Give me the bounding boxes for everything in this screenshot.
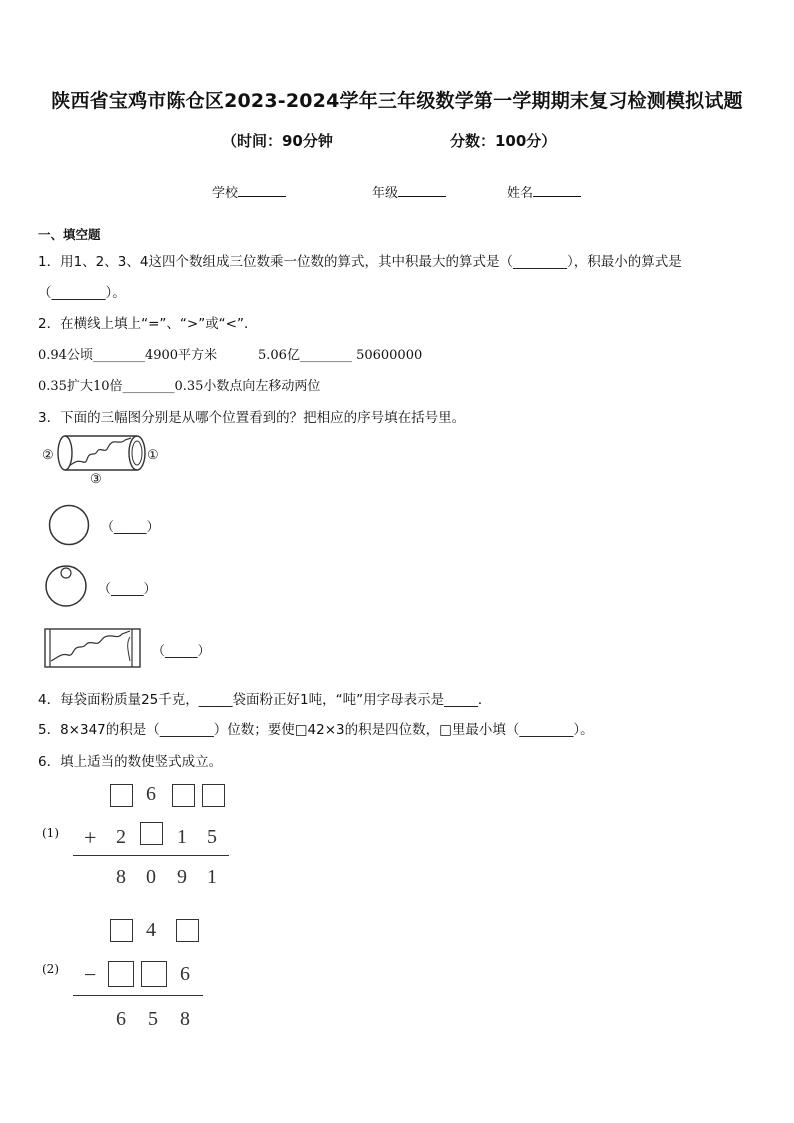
puzzle2-digit-r2c3: 6 bbox=[180, 963, 190, 985]
view-label-left: ② bbox=[42, 448, 54, 463]
puzzle2-box-r2c1[interactable] bbox=[108, 961, 134, 987]
puzzle2-rule bbox=[73, 995, 203, 996]
puzzle2-box-r1c3[interactable] bbox=[176, 919, 199, 942]
puzzle2-digit-r1: 4 bbox=[146, 919, 156, 941]
puzzle1-rule bbox=[73, 855, 229, 856]
q2-row2: 0.35扩大10倍________0.35小数点向左移动两位 bbox=[38, 379, 321, 394]
school-field[interactable] bbox=[212, 182, 286, 201]
grade-field[interactable] bbox=[372, 182, 446, 201]
name-label: 姓名 bbox=[507, 186, 534, 201]
view-circle-with-dot bbox=[43, 563, 89, 609]
q3-text: 3．下面的三幅图分别是从哪个位置看到的？把相应的序号填在括号里。 bbox=[38, 410, 466, 426]
view-label-bottom: ③ bbox=[90, 472, 102, 487]
q3-blank3[interactable]: （_____） bbox=[152, 644, 211, 659]
cylinder-figure bbox=[55, 432, 150, 476]
view-circle bbox=[47, 503, 91, 547]
page-title: 陕西省宝鸡市陈仓区2023-2024学年三年级数学第一学期期末复习检测模拟试题 bbox=[51, 90, 743, 112]
puzzle1-digit-r2c4: 5 bbox=[207, 826, 217, 848]
grade-label: 年级 bbox=[372, 186, 399, 201]
name-blank[interactable] bbox=[533, 185, 581, 197]
q1-line1: 1．用1、2、3、4这四个数组成三位数乘一位数的算式，其中积最大的算式是（________），积最小的算式是 bbox=[38, 254, 682, 270]
section-heading: 一、填空题 bbox=[38, 227, 101, 242]
puzzle1-result-1: 8 bbox=[116, 866, 126, 888]
q2-text: 2．在横线上填上“=”、“>”或“<”． bbox=[38, 316, 258, 332]
puzzle2-result-2: 5 bbox=[148, 1008, 158, 1030]
puzzle2-result-1: 6 bbox=[116, 1008, 126, 1030]
school-blank[interactable] bbox=[238, 185, 286, 197]
q3-blank2[interactable]: （_____） bbox=[98, 582, 157, 597]
puzzle1-label: (1) bbox=[42, 826, 59, 840]
view-rectangle bbox=[44, 627, 142, 669]
puzzle2-box-r1c1[interactable] bbox=[110, 919, 133, 942]
grade-blank[interactable] bbox=[398, 185, 446, 197]
puzzle2-label: (2) bbox=[42, 962, 59, 976]
puzzle1-box-r1c1[interactable] bbox=[110, 784, 133, 807]
plus-sign: + bbox=[84, 825, 97, 850]
exam-score: 分数：100分） bbox=[450, 132, 557, 150]
minus-sign: − bbox=[84, 962, 97, 987]
puzzle1-digit-r1: 6 bbox=[146, 783, 156, 805]
exam-time: （时间：90分钟 bbox=[222, 132, 333, 150]
puzzle1-box-r1c4[interactable] bbox=[202, 784, 225, 807]
school-label: 学校 bbox=[212, 186, 239, 201]
q4-text: 4．每袋面粉质量25千克，_____袋面粉正好1吨，“吨”用字母表示是_____． bbox=[38, 692, 492, 708]
q2-row1a: 0.94公顷________4900平方米 bbox=[38, 348, 218, 363]
puzzle1-box-r1c3[interactable] bbox=[172, 784, 195, 807]
q2-row1b: 5.06亿________ 50600000 bbox=[258, 348, 423, 363]
puzzle1-digit-r2c3: 1 bbox=[177, 826, 187, 848]
name-field[interactable] bbox=[507, 182, 581, 201]
puzzle1-result-2: 0 bbox=[146, 866, 156, 888]
q6-text: 6．填上适当的数使竖式成立。 bbox=[38, 754, 223, 770]
puzzle2-result-3: 8 bbox=[180, 1008, 190, 1030]
q5-text: 5．8×347的积是（________）位数；要使□42×3的积是四位数，□里最小填（________）。 bbox=[38, 722, 594, 738]
q3-blank1[interactable]: （_____） bbox=[101, 520, 160, 535]
puzzle1-result-4: 1 bbox=[207, 866, 217, 888]
view-label-right: ① bbox=[147, 448, 159, 463]
puzzle1-box-r2c2[interactable] bbox=[140, 822, 163, 845]
q1-line2: （________）。 bbox=[38, 285, 126, 301]
puzzle1-result-3: 9 bbox=[177, 866, 187, 888]
puzzle2-box-r2c2[interactable] bbox=[141, 961, 167, 987]
puzzle1-digit-r2c1: 2 bbox=[116, 826, 126, 848]
